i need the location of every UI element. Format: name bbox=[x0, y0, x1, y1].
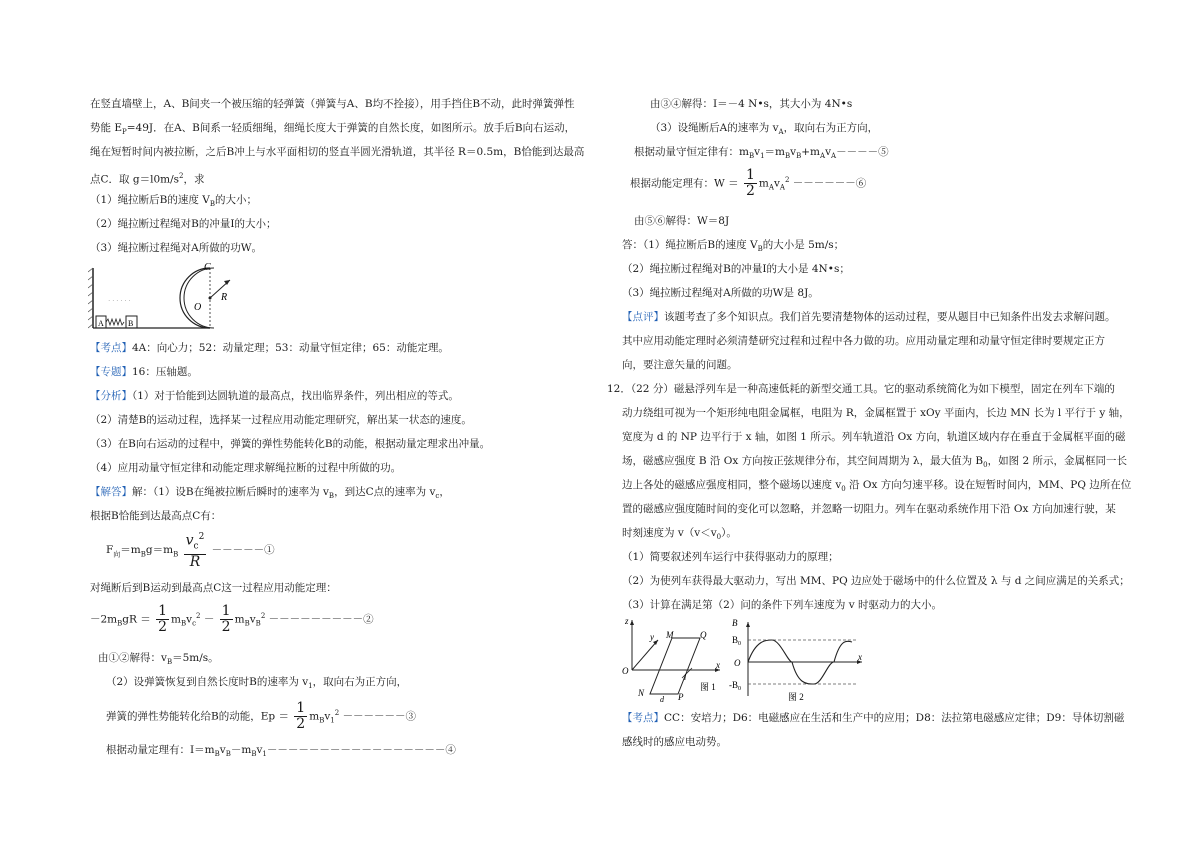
answer-3: （3）绳拉断过程绳对A所做的功W是 8J。 bbox=[622, 287, 819, 299]
fenxi-3: （3）在B向右运动的过程中，弹簧的弹性势能转化B的动能，根据动量定理求出冲量。 bbox=[90, 438, 491, 450]
jieda-1: 【解答】解：（1）设B在绳被拉断后瞬时的速率为 $v_B$，到达C点的速率为 $v_c$， bbox=[90, 486, 450, 501]
jieda-3: 对绳断后到B运动到最高点C这一过程应用动能定理： bbox=[90, 582, 337, 594]
r-step-3: （3）设绳断后A的速率为 $v_A$，取向右为正方向， bbox=[650, 122, 879, 137]
question-12-sub-3: （3）计算在满足第（2）问的条件下列车速度为 v 时驱动力的大小。 bbox=[622, 599, 942, 611]
fig1-label-x: x bbox=[716, 660, 720, 670]
fenxi-2: （2）清楚B的运动过程，选择某一过程应用动能定理研究，解出某一状态的速度。 bbox=[90, 414, 472, 426]
fenxi-4: （4）应用动量守恒定律和动能定理求解绳拉断的过程中所做的功。 bbox=[90, 462, 402, 474]
r-result-1: 由③④解得：I＝－4 N•s，其大小为 4N•s bbox=[650, 98, 853, 110]
problem-text-3: 绳在短暂时间内被拉断，之后B冲上与水平面相切的竖直半圆光滑轨道，其半径 R＝0.5m，B恰能到达最高 bbox=[90, 146, 585, 158]
question-3: （3）绳拉断过程绳对A所做的功W。 bbox=[90, 242, 263, 254]
dianping-3: 向，要注意矢量的问题。 bbox=[622, 359, 738, 371]
problem-text-1: 在竖直墙壁上，A、B间夹一个被压缩的轻弹簧（弹簧与A、B均不拴接），用手挡住B不动，此时弹簧弹性 bbox=[90, 98, 575, 110]
label-A: A bbox=[98, 319, 104, 328]
label-C: C bbox=[204, 262, 211, 273]
fig1-label-y: y bbox=[650, 632, 654, 642]
fig1-caption: 图 1 bbox=[700, 682, 716, 692]
question-1: （1）绳拉断后B的速度 $V_B$的大小； bbox=[90, 194, 257, 209]
kaodian-right-2: 感线时的感应电动势。 bbox=[622, 736, 727, 748]
answer-2: （2）绳拉断过程绳对B的冲量I的大小是 4N•s； bbox=[622, 263, 850, 275]
result-1: 由①②解得：$v_B=5m/s$。 bbox=[98, 652, 219, 667]
equation-3: 弹簧的弹性势能转化给B的动能，Ep ＝ $\frac{1}{2}$ $m_Bv_1^2$ －－－－－－③ bbox=[106, 700, 417, 732]
fig2-caption: 图 2 bbox=[788, 692, 804, 702]
question-12-line-1: 12．（22 分）磁悬浮列车是一种高速低耗的新型交通工具。它的驱动系统简化为如下模型，固定在列车下端的 bbox=[607, 383, 1115, 395]
kaodian-left: 【考点】4A：向心力；52：动量定理；53：动量守恒定律；65：动能定理。 bbox=[90, 342, 449, 354]
figure-1-frame bbox=[620, 612, 730, 704]
equation-1: $F_向=m_Bg=m_B$ $\frac{v_c^2}{R}$ －－－－－① bbox=[106, 532, 275, 571]
question-12-line-4: 场，磁感应强度 B 沿 Ox 方向按正弦规律分布，其空间周期为 λ，最大值为 $B_0$，如图 2 所示，金属框同一长 bbox=[622, 455, 1127, 470]
figure-2-sine-field bbox=[728, 616, 868, 702]
dianping-2: 其中应用动能定理时必须清楚研究过程和过程中各力做的功。应用动量定理和动量守恒定律时要规定正方 bbox=[622, 335, 1105, 347]
answer-1: 答：（1）绳拉断后B的速度 $V_B$的大小是 5m/s； bbox=[622, 239, 845, 254]
question-12-line-6: 置的磁感应强度随时间的变化可以忽略，并忽略一切阻力。列车在驱动系统作用下沿 Ox 方向加速行驶，某 bbox=[622, 503, 1116, 515]
label-O: O bbox=[194, 302, 202, 313]
fig1-label-z: z bbox=[625, 616, 629, 626]
fig1-label-M: M bbox=[666, 630, 674, 640]
fig2-label-O: O bbox=[734, 658, 741, 668]
jieda-2: 根据B恰能到达最高点C有： bbox=[90, 510, 222, 522]
jieda-4: （2）设弹簧恢复到自然长度时B的速率为 $v_1$，取向右为正方向， bbox=[106, 676, 408, 691]
fig1-label-Q: Q bbox=[700, 630, 707, 640]
kaodian-right-1: 【考点】CC：安培力；D6：电磁感应在生活和生产中的应用；D8：法拉第电磁感应定律；D9：导体切割磁 bbox=[622, 712, 1125, 724]
label-B: B bbox=[128, 319, 134, 328]
r-result-2: 由⑤⑥解得：W＝8J bbox=[634, 215, 730, 227]
question-12-line-5: 边上各处的磁感应强度相同，整个磁场以速度 $v_0$ 沿 Ox 方向匀速平移。设在短暂时间内，MM、PQ 边所在位 bbox=[622, 479, 1132, 494]
fig2-label-negB0: $-B_0$ bbox=[729, 680, 741, 692]
dianping-1: 【点评】该题考查了多个知识点。我们首先要清楚物体的运动过程，要从题目中已知条件出发去求解问题。 bbox=[622, 311, 1116, 323]
equation-5: 根据动量守恒定律有：$m_Bv_1=m_Bv_B+m_Av_A----⑤$ bbox=[634, 146, 889, 161]
question-12-sub-2: （2）为使列车获得最大驱动力，写出 MM、PQ 边应处于磁场中的什么位置及 λ 与 d 之间应满足的关系式； bbox=[622, 575, 1130, 587]
fig1-label-l: l bbox=[684, 673, 687, 682]
fig2-label-x: x bbox=[858, 652, 862, 662]
equation-2: $-2m_BgR$ ＝ $\frac{1}{2}$ $m_Bv_c^2$ － $\frac{1}{2}$ $m_Bv_B^2$ －－－－－－－－－② bbox=[90, 603, 374, 635]
question-12-sub-1: （1）简要叙述列车运行中获得驱动力的原理； bbox=[622, 551, 839, 563]
problem-text-2: 势能 $E_P=49J$．在A、B间系一轻质细绳，细绳长度大于弹簧的自然长度，如图所示。放手后B向右运动， bbox=[90, 122, 576, 137]
zhuanti: 【专题】16：压轴题。 bbox=[90, 366, 198, 378]
problem-text-4: 点C．取 $g=l0m/s^2$，求 bbox=[90, 172, 205, 186]
label-R: R bbox=[221, 292, 228, 303]
question-12-line-7: 时刻速度为 $v(v<v_0)$。 bbox=[622, 527, 737, 542]
fig1-label-O: O bbox=[622, 666, 629, 676]
svg-text:· · · · · ·: · · · · · · bbox=[108, 297, 131, 305]
fig1-label-d: d bbox=[660, 695, 664, 704]
fenxi-1: 【分析】（1）对于恰能到达圆轨道的最高点，找出临界条件，列出相应的等式。 bbox=[90, 390, 459, 402]
question-12-line-3: 宽度为 d 的 NP 边平行于 x 轴，如图 1 所示。列车轨道沿 Ox 方向，轨道区域内存在垂直于金属框平面的磁 bbox=[622, 431, 1126, 443]
question-12-line-2: 动力绕组可视为一个矩形纯电阻金属框，电阻为 R，金属框置于 xOy 平面内，长边 MN 长为 l 平行于 y 轴， bbox=[622, 407, 1130, 419]
question-2: （2）绳拉断过程绳对B的冲量I的大小； bbox=[90, 218, 277, 230]
equation-6: 根据动能定理有：W ＝ $\frac{1}{2}$ $m_Av_A^2$ －－－－－－⑥ bbox=[630, 167, 867, 199]
fig1-label-N: N bbox=[638, 688, 645, 698]
equation-4: 根据动量定理有：$I=m_Bv_B-m_Bv_1-----------------④$ bbox=[106, 744, 456, 759]
fig1-label-P: P bbox=[678, 692, 684, 702]
fig2-label-B0: $B_0$ bbox=[732, 635, 742, 647]
spring-track-figure bbox=[88, 258, 258, 334]
fig2-label-B: B bbox=[732, 618, 738, 628]
